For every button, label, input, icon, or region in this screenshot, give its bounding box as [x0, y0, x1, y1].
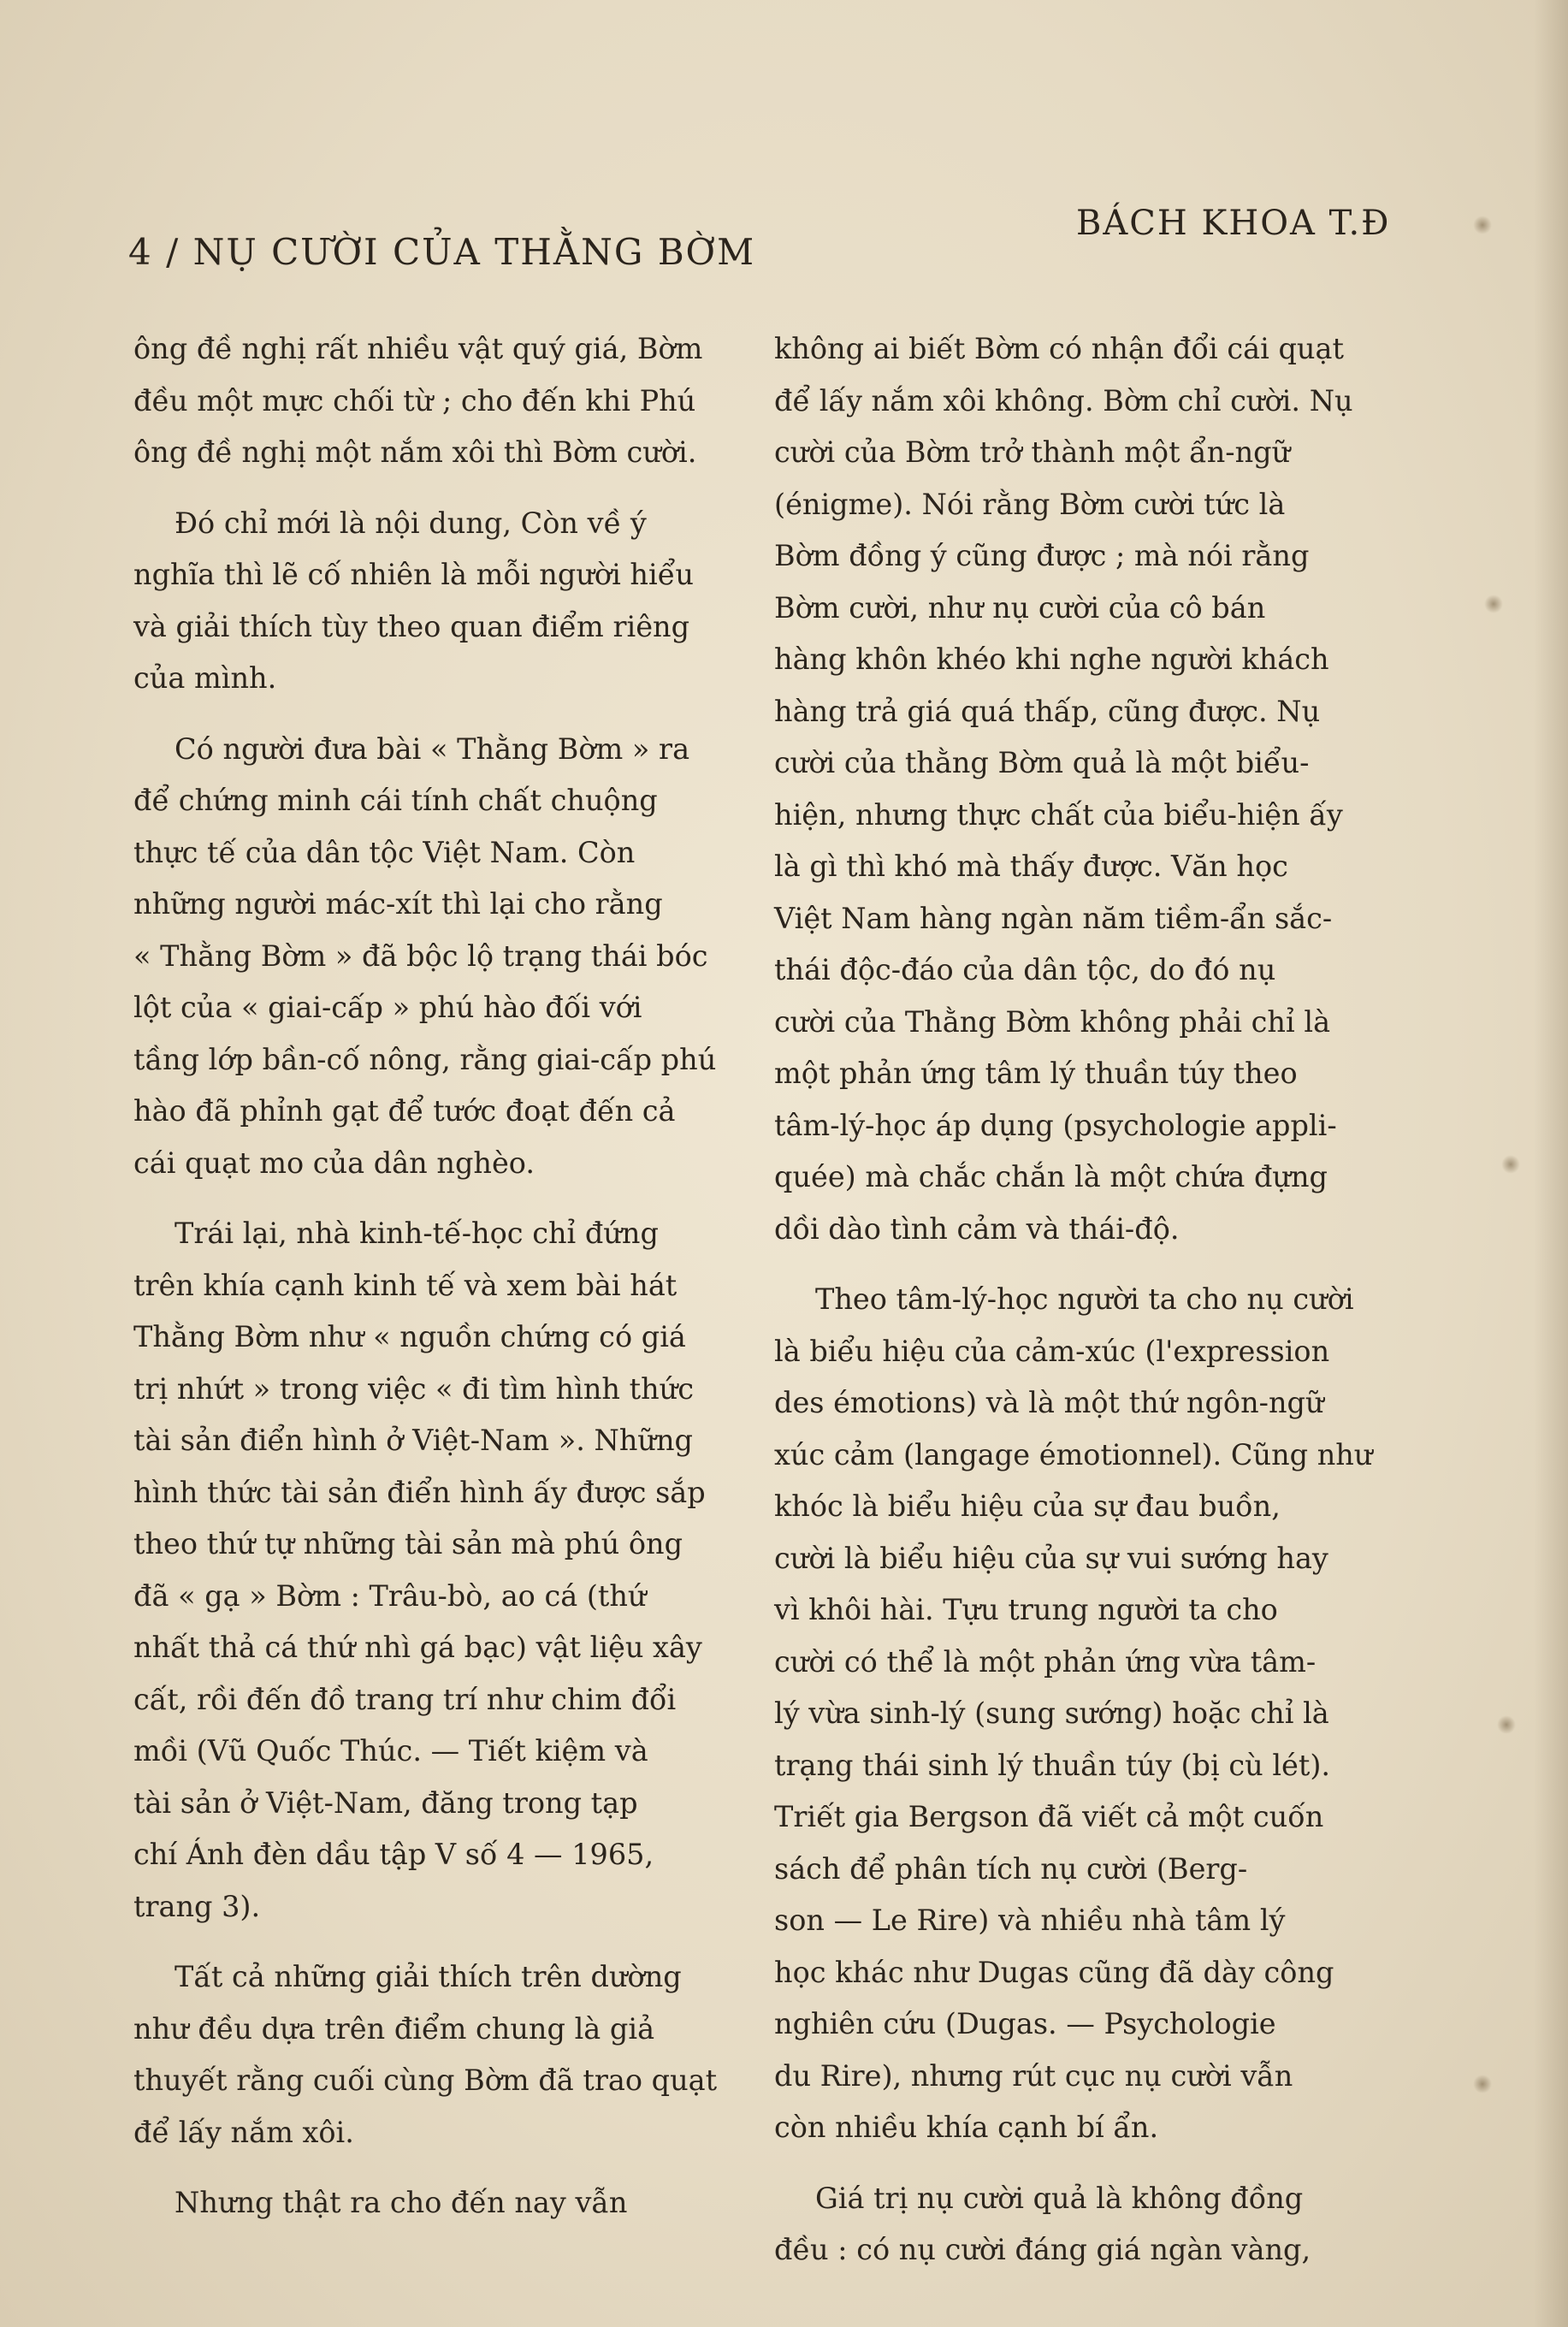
text-line: Đó chỉ mới là nội dung, Còn về ý — [175, 506, 647, 540]
text-line: Giá trị nụ cười quả là không đồng — [815, 2181, 1304, 2215]
text-line: trên khía cạnh kinh tế và xem bài hát — [133, 1268, 677, 1302]
text-line: ông đề nghị rất nhiều vật quý giá, Bờm — [133, 332, 703, 365]
text-line: không ai biết Bờm có nhận đổi cái quạt — [774, 332, 1344, 365]
text-line: mồi (Vũ Quốc Thúc. — Tiết kiệm và — [133, 1734, 648, 1767]
text-line: chí Ánh đèn dầu tập V số 4 — 1965, — [133, 1838, 654, 1871]
text-line: những người mác-xít thì lại cho rằng — [133, 887, 663, 921]
running-header-title: 4 / NỤ CƯỜI CỦA THẰNG BỜM — [128, 231, 756, 273]
text-line: ông đề nghị một nắm xôi thì Bờm cười. — [133, 435, 697, 469]
text-line: cười có thể là một phản ứng vừa tâm- — [774, 1644, 1317, 1679]
text-line: tài sản điển hình ở Việt-Nam ». Những — [133, 1424, 693, 1457]
text-line: (énigme). Nói rằng Bờm cười tức là — [774, 487, 1286, 521]
text-line: lột của « giai-cấp » phú hào đối với — [133, 991, 642, 1024]
text-line: trang 3). — [133, 1889, 261, 1923]
text-line: và giải thích tùy theo quan điểm riêng — [133, 609, 690, 643]
running-header-publication: BÁCH KHOA T.Đ — [1076, 204, 1391, 243]
paragraph — [133, 1208, 784, 1933]
text-line: trạng thái sinh lý thuần túy (bị cù lét). — [774, 1748, 1331, 1782]
text-line: Triết gia Bergson đã viết cả một cuốn — [774, 1800, 1324, 1833]
text-line: nhất thả cá thứ nhì gá bạc) vật liệu xây — [133, 1631, 702, 1664]
paragraph-gap — [133, 1933, 784, 1951]
text-line: Thằng Bờm như « nguồn chứng có giá — [133, 1320, 686, 1353]
text-line: Tất cả những giải thích trên dường — [175, 1960, 682, 1993]
text-line: xúc cảm (langage émotionnel). Cũng như — [774, 1437, 1373, 1471]
text-line: son — Le Rire) và nhiều nhà tâm lý — [774, 1904, 1286, 1937]
page-edge-shadow — [1534, 0, 1568, 2327]
text-line: sách để phân tích nụ cười (Berg- — [774, 1851, 1248, 1886]
text-line: du Rire), nhưng rút cục nụ cười vẫn — [774, 2058, 1293, 2093]
text-line: Trái lại, nhà kinh-tế-học chỉ đứng — [175, 1217, 659, 1250]
paragraph — [774, 323, 1424, 1255]
paragraph — [774, 1274, 1424, 2154]
text-line: hàng trả giá quá thấp, cũng được. Nụ — [774, 694, 1321, 728]
text-column-right — [774, 323, 1424, 2277]
paragraph — [133, 323, 784, 479]
paragraph — [133, 724, 784, 1190]
text-line: để lấy nắm xôi không. Bờm chỉ cười. Nụ — [774, 383, 1353, 417]
paragraph — [133, 498, 784, 705]
text-line: cười là biểu hiệu của sự vui sướng hay — [774, 1541, 1328, 1575]
text-line: đều một mực chối từ ; cho đến khi Phú — [133, 383, 696, 417]
text-line: của mình. — [133, 661, 277, 695]
paragraph — [133, 2177, 784, 2229]
paper-stain — [1497, 1715, 1516, 1734]
paper-stain — [1501, 1155, 1520, 1174]
text-line: để lấy nắm xôi. — [133, 2115, 354, 2149]
text-line: quée) mà chắc chắn là một chứa đựng — [774, 1160, 1328, 1193]
text-line: nghiên cứu (Dugas. — Psychologie — [774, 2007, 1276, 2040]
paper-stain — [1484, 595, 1503, 613]
text-line: như đều dựa trên điểm chung là giả — [133, 2011, 655, 2046]
paper-stain — [1473, 216, 1492, 234]
text-line: Có người đưa bài « Thằng Bờm » ra — [175, 731, 690, 766]
text-column-left — [133, 323, 784, 2229]
text-line: Nhưng thật ra cho đến nay vẫn — [175, 2186, 628, 2219]
text-line: một phản ứng tâm lý thuần túy theo — [774, 1057, 1298, 1090]
text-line: hình thức tài sản điển hình ấy được sắp — [133, 1475, 706, 1509]
text-line: đều : có nụ cười đáng giá ngàn vàng, — [774, 2233, 1311, 2266]
text-line: thực tế của dân tộc Việt Nam. Còn — [133, 835, 636, 869]
text-line: cất, rồi đến đồ trang trí như chim đổi — [133, 1682, 677, 1716]
text-line: khóc là biểu hiệu của sự đau buồn, — [774, 1489, 1281, 1523]
text-line: là gì thì khó mà thấy được. Văn học — [774, 850, 1288, 883]
text-line: Theo tâm-lý-học người ta cho nụ cười — [815, 1282, 1354, 1316]
text-line: tài sản ở Việt-Nam, đăng trong tạp — [133, 1785, 638, 1820]
text-line: Bờm cười, như nụ cười của cô bán — [774, 590, 1266, 625]
text-line: để chứng minh cái tính chất chuộng — [133, 784, 658, 817]
text-line: nghĩa thì lẽ cố nhiên là mỗi người hiểu — [133, 558, 694, 591]
text-line: thuyết rằng cuối cùng Bờm đã trao quạt — [133, 2064, 718, 2097]
text-line: Việt Nam hàng ngàn năm tiềm-ẩn sắc- — [774, 901, 1333, 935]
text-line: des émotions) và là một thứ ngôn-ngữ — [774, 1386, 1324, 1419]
paragraph-gap — [133, 2158, 784, 2177]
paragraph — [133, 1951, 784, 2158]
paragraph-gap — [774, 1255, 1424, 1274]
text-line: hào đã phỉnh gạt để tước đoạt đến cả — [133, 1094, 676, 1128]
paragraph-gap — [133, 1189, 784, 1208]
text-line: vì khôi hài. Tựu trung người ta cho — [774, 1593, 1278, 1626]
paper-stain — [1473, 2075, 1492, 2093]
text-line: Bờm đồng ý cũng được ; mà nói rằng — [774, 539, 1310, 572]
paragraph — [774, 2173, 1424, 2277]
text-line: cái quạt mo của dân nghèo. — [133, 1146, 535, 1180]
text-line: là biểu hiệu của cảm-xúc (l'expression — [774, 1334, 1330, 1368]
text-line: lý vừa sinh-lý (sung sướng) hoặc chỉ là — [774, 1696, 1329, 1730]
text-line: cười của thằng Bờm quả là một biểu- — [774, 746, 1310, 779]
text-line: đã « gạ » Bờm : Trâu-bò, ao cá (thứ — [133, 1578, 647, 1613]
text-line: trị nhứt » trong việc « đi tìm hình thức — [133, 1371, 695, 1406]
text-line: tầng lớp bần-cố nông, rằng giai-cấp phú — [133, 1042, 717, 1076]
text-line: tâm-lý-học áp dụng (psychologie appli- — [774, 1108, 1337, 1142]
text-line: thái độc-đáo của dân tộc, do đó nụ — [774, 953, 1276, 986]
text-line: « Thằng Bờm » đã bộc lộ trạng thái bóc — [133, 938, 708, 973]
text-line: còn nhiều khía cạnh bí ẩn. — [774, 2111, 1159, 2144]
text-line: cười của Thằng Bờm không phải chỉ là — [774, 1004, 1331, 1039]
text-line: hàng khôn khéo khi nghe người khách — [774, 642, 1329, 676]
paragraph-gap — [133, 479, 784, 498]
text-line: dồi dào tình cảm và thái-độ. — [774, 1211, 1180, 1246]
paragraph-gap — [133, 705, 784, 724]
text-line: hiện, nhưng thực chất của biểu-hiện ấy — [774, 797, 1343, 832]
text-line: học khác như Dugas cũng đã dày công — [774, 1955, 1334, 1989]
text-line: theo thứ tự những tài sản mà phú ông — [133, 1527, 683, 1560]
paragraph-gap — [774, 2154, 1424, 2173]
text-line: cười của Bờm trở thành một ẩn-ngữ — [774, 435, 1291, 469]
